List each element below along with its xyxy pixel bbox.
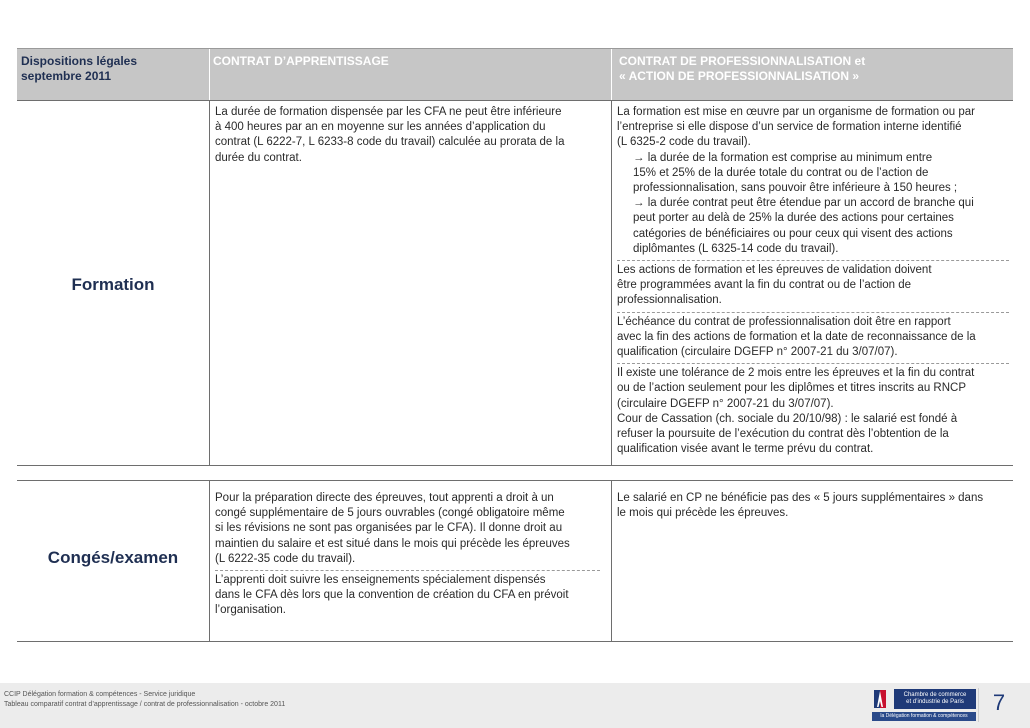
footer-text xyxy=(4,690,285,710)
text-line: à 400 heures par an en moyenne sur les années d’application du xyxy=(215,121,546,134)
text-line: congé supplémentaire de 5 jours ouvrables (congé obligatoire même xyxy=(215,507,565,520)
text-line: contrat (L 6222-7, L 6233-8 code du travail) calculée au prorata de la xyxy=(215,136,565,149)
text-line: La formation est mise en œuvre par un organisme de formation ou par xyxy=(617,106,975,118)
column-divider xyxy=(209,481,210,641)
column-divider xyxy=(611,481,612,641)
text-line: Cour de Cassation (ch. sociale du 20/10/98) : le salarié est fondé à xyxy=(617,412,958,425)
formation-pro-text xyxy=(617,105,1009,457)
text-line: le mois qui précède les épreuves. xyxy=(617,507,789,520)
text-line: Le salarié en CP ne bénéficie pas des « 5 jours supplémentaires » dans xyxy=(617,492,984,504)
text-line: professionnalisation. xyxy=(617,294,722,307)
row-label-formation: Formation xyxy=(71,275,155,294)
header-dispositions xyxy=(21,54,201,84)
header-dispositions-line: septembre 2011 xyxy=(21,69,112,83)
text-line: l’organisation. xyxy=(215,604,286,617)
text-line: dans le CFA dès lors que la convention de création du CFA en prévoit xyxy=(215,589,569,602)
text-line: → la durée de la formation est comprise au minimum entre xyxy=(633,151,933,164)
dashed-separator xyxy=(617,363,1009,364)
comparison-table xyxy=(17,48,1013,617)
text-line: qualification (circulaire DGEFP n° 2007-21 du 3/07/07). xyxy=(617,346,898,359)
logo-text xyxy=(894,689,976,709)
text-line: Il existe une tolérance de 2 mois entre les épreuves et la fin du contrat xyxy=(617,367,975,380)
footer-line: Tableau comparatif contrat d’apprentissage / contrat de professionnalisation - octobre 2011 xyxy=(4,701,286,708)
header-divider xyxy=(209,49,210,101)
row-conges-examen xyxy=(17,480,1013,642)
dashed-separator xyxy=(617,312,1009,313)
text-line: (circulaire DGEFP n° 2007-21 du 3/07/07). xyxy=(617,397,834,410)
page-number: 7 xyxy=(978,688,1019,722)
header-divider xyxy=(611,49,612,101)
header-pro-line: « ACTION DE PROFESSIONNALISATION » xyxy=(619,69,860,83)
text-line: 15% et 25% de la durée totale du contrat ou de l’action de xyxy=(633,166,929,179)
text-line: l’entreprise si elle dispose d’un service de formation interne identifié xyxy=(617,121,962,134)
dashed-separator xyxy=(617,260,1009,261)
column-divider xyxy=(611,101,612,465)
footer-line: CCIP Délégation formation & compétences - Service juridique xyxy=(4,691,196,698)
text-line: (L 6222-35 code du travail). xyxy=(215,552,356,565)
text-line: L’apprenti doit suivre les enseignements spécialement dispensés xyxy=(215,574,546,587)
text-line: durée du contrat. xyxy=(215,151,302,164)
header-apprentissage: CONTRAT D’APPRENTISSAGE xyxy=(213,54,389,68)
text-line: être programmées avant la fin du contrat ou de l’action de xyxy=(617,279,912,292)
text-line: si les révisions ne sont pas organisées par le CFA). Il donne droit au xyxy=(215,522,563,535)
header-pro-line: CONTRAT DE PROFESSIONNALISATION et xyxy=(619,54,866,68)
text-line: Pour la préparation directe des épreuves, tout apprenti a droit à un xyxy=(215,492,554,504)
text-line: maintien du salaire et est situé dans le mois qui précède les épreuves xyxy=(215,537,570,550)
page-footer xyxy=(0,683,1030,728)
text-line: L’échéance du contrat de professionnalisation doit être en rapport xyxy=(617,315,951,328)
text-line: catégories de bénéficiaires ou pour ceux qui visent des actions xyxy=(633,227,953,240)
formation-pro-bullets xyxy=(617,151,1009,257)
column-divider xyxy=(209,101,210,465)
text-line: qualification visée avant le terme prévu du contrat. xyxy=(617,443,874,456)
text-line: professionnalisation, sans pouvoir être inférieure à 150 heures ; xyxy=(633,182,958,195)
conges-apprentissage-text xyxy=(215,491,600,619)
dashed-separator xyxy=(215,570,600,571)
ccip-logo xyxy=(872,687,976,722)
logo-line: Chambre de commerce xyxy=(903,692,967,698)
table-header xyxy=(17,48,1013,101)
logo-line: et d’industrie de Paris xyxy=(906,699,964,705)
eiffel-tower-icon xyxy=(874,690,886,708)
text-line: La durée de formation dispensée par les CFA ne peut être inférieure xyxy=(215,106,562,118)
logo-subtitle: la Délégation formation & compétences xyxy=(872,712,976,721)
row-formation xyxy=(17,100,1013,466)
text-line: diplômantes (L 6325-14 code du travail). xyxy=(633,242,839,255)
row-label-conges: Congés/examen xyxy=(47,548,179,567)
header-dispositions-line: Dispositions légales xyxy=(21,54,138,68)
logo-top xyxy=(872,687,976,711)
text-line: refuser la poursuite de l’exécution du contrat dès l’obtention de la xyxy=(617,428,949,441)
conges-pro-text xyxy=(617,491,1009,521)
formation-apprentissage-text xyxy=(215,105,600,166)
text-line: Les actions de formation et les épreuves de validation doivent xyxy=(617,264,932,277)
header-professionnalisation xyxy=(619,54,1009,84)
text-line: avec la fin des actions de formation et la date de reconnaissance de la xyxy=(617,330,976,343)
text-line: ou de l’action seulement pour les diplômes et titres inscrits au RNCP xyxy=(617,382,966,395)
text-line: (L 6325-2 code du travail). xyxy=(617,136,751,149)
text-line: peut porter au delà de 25% la durée des actions pour certaines xyxy=(633,212,954,225)
text-line: → la durée contrat peut être étendue par un accord de branche qui xyxy=(633,197,974,210)
